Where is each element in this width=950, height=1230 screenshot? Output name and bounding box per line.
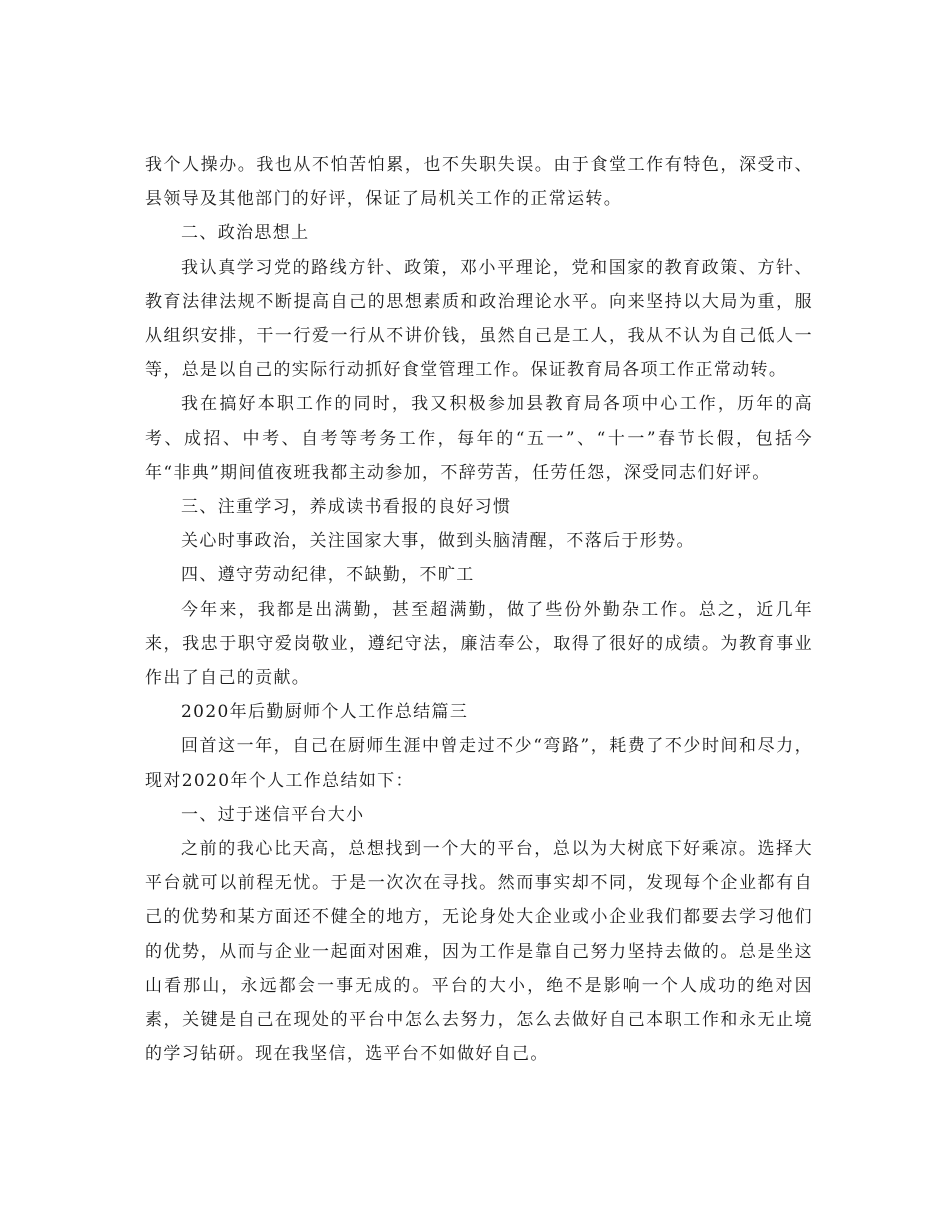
paragraph-12: 之前的我心比天高，总想找到一个大的平台，总以为大树底下好乘凉。选择大平台就可以前程无忧。于是一次次在寻找。然而事实却不同，发现每个企业都有自己的优势和某方面还不健全的地方，无论身处大企业或小企业我们都要去学习他们的优势，从而与企业一起面对困难，因为工作是靠自己努力坚持去做的。总是坐这山看那山，永远都会一事无成的。平台的大小，绝不是影响一个人成功的绝对因素，关键是自己在现处的平台中怎么去努力，怎么去做好自己本职工作和永无止境的学习钻研。现在我坚信，选平台不如做好自己。 bbox=[145, 839, 813, 1065]
paragraph-3: 我认真学习党的路线方针、政策，邓小平理论，党和国家的教育政策、方针、教育法律法规不断提高自己的思想素质和政治理论水平。向来坚持以大局为重，服从组织安排，干一行爱一行从不讲价钱，虽然自己是工人，我从不认为自己低人一等，总是以自己的实际行动抓好食堂管理工作。保证教育局各项工作正常动转。 bbox=[145, 257, 813, 381]
document-body bbox=[145, 148, 813, 1071]
paragraph-8: 今年来，我都是出满勤，甚至超满勤，做了些份外勤杂工作。总之，近几年来，我忠于职守爱岗敬业，遵纪守法，廉洁奉公，取得了很好的成绩。为教育事业作出了自己的贡献。 bbox=[145, 599, 813, 689]
paragraph-1: 我个人操办。我也从不怕苦怕累，也不失职失误。由于食堂工作有特色，深受市、县领导及其他部门的好评，保证了局机关工作的正常运转。 bbox=[145, 155, 813, 210]
paragraph-10: 回首这一年，自己在厨师生涯中曾走过不少“弯路”，耗费了不少时间和尽力，现对2020年个人工作总结如下： bbox=[145, 736, 813, 791]
paragraph-4: 我在搞好本职工作的同时，我又积极参加县教育局各项中心工作，历年的高考、成招、中考、自考等考务工作，每年的“五一”、“十一”春节长假，包括今年“非典”期间值夜班我都主动参加，不辞劳苦，任劳任怨，深受同志们好评。 bbox=[145, 394, 813, 483]
section-heading-platform: 一、过于迷信平台大小 bbox=[181, 804, 365, 825]
section-heading-discipline: 四、遵守劳动纪律，不缺勤，不旷工 bbox=[181, 565, 475, 586]
section-heading-study: 三、注重学习，养成读书看报的良好习惯 bbox=[181, 497, 512, 518]
section-heading-political: 二、政治思想上 bbox=[181, 223, 310, 244]
paragraph-6: 关心时事政治，关注国家大事，做到头脑清醒，不落后于形势。 bbox=[181, 531, 695, 552]
article-title: 2020年后勤厨师个人工作总结篇三 bbox=[181, 702, 469, 723]
